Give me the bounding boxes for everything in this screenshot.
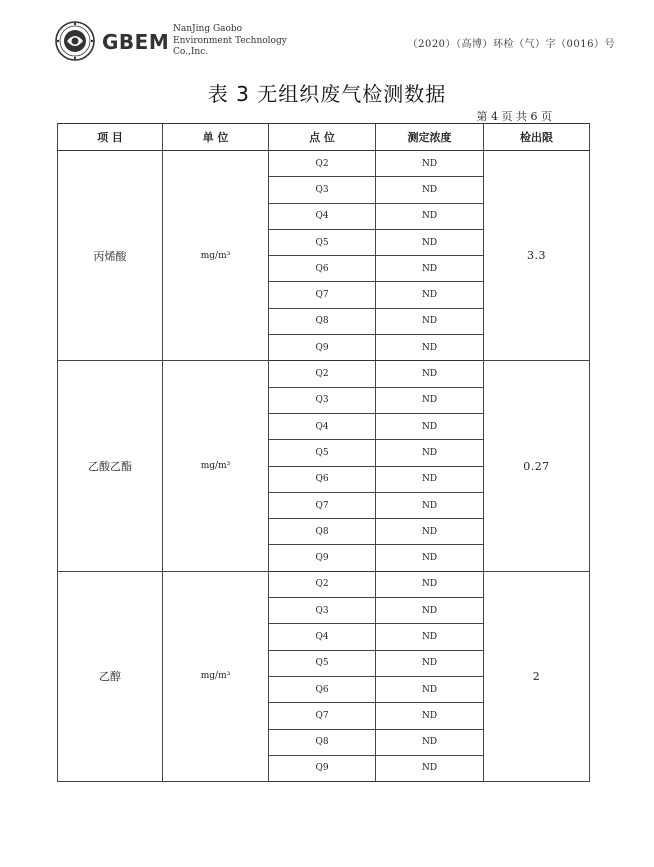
point-cell: Q9 (269, 545, 376, 571)
concentration-cell: ND (376, 519, 484, 545)
company-seal-icon (55, 21, 95, 61)
concentration-cell: ND (376, 387, 484, 413)
point-cell: Q4 (269, 203, 376, 229)
concentration-cell: ND (376, 729, 484, 755)
table-row (58, 361, 590, 387)
header-item: 项 目 (58, 124, 163, 151)
header-concentration: 测定浓度 (376, 124, 484, 151)
point-cell: Q7 (269, 492, 376, 518)
point-cell: Q8 (269, 729, 376, 755)
table-row (58, 571, 590, 597)
concentration-cell: ND (376, 466, 484, 492)
company-line: NanJing Gaobo (173, 24, 243, 34)
concentration-cell: ND (376, 624, 484, 650)
detection-limit-cell: 2 (484, 571, 590, 781)
logo-text: GBEM (102, 30, 170, 54)
point-cell: Q7 (269, 703, 376, 729)
concentration-cell: ND (376, 650, 484, 676)
header-point: 点 位 (269, 124, 376, 151)
concentration-cell: ND (376, 755, 484, 781)
table-body (58, 151, 590, 782)
concentration-cell: ND (376, 308, 484, 334)
point-cell: Q9 (269, 755, 376, 781)
point-cell: Q4 (269, 413, 376, 439)
point-cell: Q3 (269, 177, 376, 203)
point-cell: Q6 (269, 466, 376, 492)
concentration-cell: ND (376, 545, 484, 571)
company-name (173, 24, 287, 59)
concentration-cell: ND (376, 492, 484, 518)
concentration-cell: ND (376, 335, 484, 361)
point-cell: Q5 (269, 650, 376, 676)
point-cell: Q2 (269, 571, 376, 597)
point-cell: Q2 (269, 151, 376, 177)
concentration-cell: ND (376, 177, 484, 203)
point-cell: Q7 (269, 282, 376, 308)
concentration-cell: ND (376, 703, 484, 729)
unit-cell: mg/m³ (163, 151, 269, 361)
detection-limit-cell: 0.27 (484, 361, 590, 571)
table-row (58, 151, 590, 177)
document-number: （2020）（高博）环检（气）字（0016）号 (407, 39, 615, 50)
detection-limit-cell: 3.3 (484, 151, 590, 361)
concentration-cell: ND (376, 571, 484, 597)
point-cell: Q3 (269, 598, 376, 624)
concentration-cell: ND (376, 413, 484, 439)
point-cell: Q3 (269, 387, 376, 413)
company-line: Co.,Inc. (173, 47, 209, 57)
point-cell: Q5 (269, 229, 376, 255)
concentration-cell: ND (376, 229, 484, 255)
unit-cell: mg/m³ (163, 571, 269, 781)
table-title: 表 3 无组织废气检测数据 (207, 82, 447, 106)
item-name-cell: 乙酸乙酯 (58, 361, 163, 571)
report-header (55, 18, 615, 68)
concentration-cell: ND (376, 361, 484, 387)
item-name-cell: 乙醇 (58, 571, 163, 781)
item-name-cell: 丙烯酸 (58, 151, 163, 361)
company-line: Environment Technology (173, 35, 287, 46)
point-cell: Q4 (269, 624, 376, 650)
concentration-cell: ND (376, 440, 484, 466)
header-detection-limit: 检出限 (484, 124, 590, 151)
unit-cell: mg/m³ (163, 361, 269, 571)
header-unit: 单 位 (163, 124, 269, 151)
emission-data-table (57, 123, 590, 782)
point-cell: Q6 (269, 676, 376, 702)
point-cell: Q8 (269, 519, 376, 545)
point-cell: Q9 (269, 335, 376, 361)
point-cell: Q2 (269, 361, 376, 387)
concentration-cell: ND (376, 256, 484, 282)
concentration-cell: ND (376, 282, 484, 308)
point-cell: Q8 (269, 308, 376, 334)
concentration-cell: ND (376, 598, 484, 624)
table-header-row (58, 124, 590, 151)
concentration-cell: ND (376, 151, 484, 177)
concentration-cell: ND (376, 676, 484, 702)
concentration-cell: ND (376, 203, 484, 229)
point-cell: Q5 (269, 440, 376, 466)
page-number: 第 4 页 共 6 页 (476, 110, 552, 123)
point-cell: Q6 (269, 256, 376, 282)
